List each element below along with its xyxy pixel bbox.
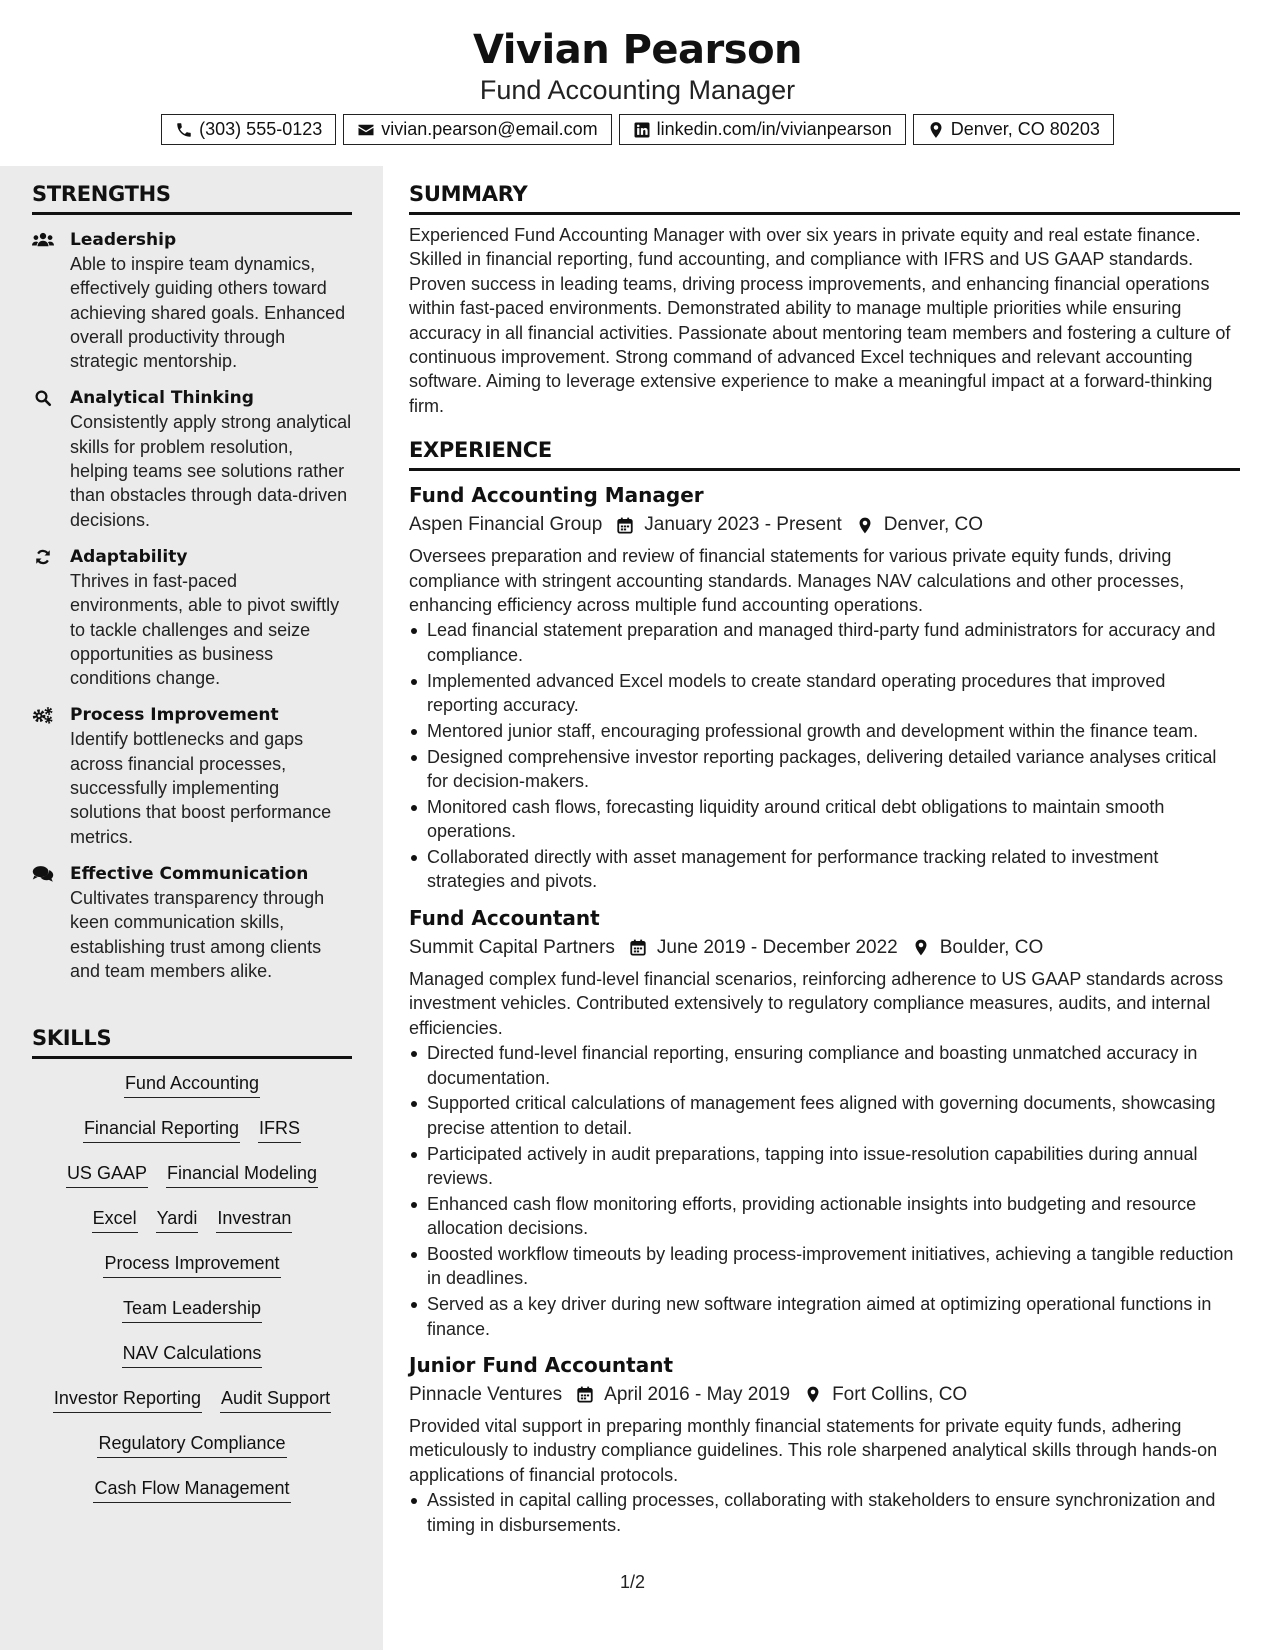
contact-bar — [0, 114, 1275, 145]
job-title: Fund Accountant — [409, 905, 600, 930]
job-company: Pinnacle Ventures — [409, 1383, 563, 1405]
strength-item — [32, 862, 352, 983]
strength-title: Leadership — [70, 230, 177, 250]
refresh-icon — [32, 548, 54, 566]
skill-tag: NAV Calculations — [122, 1341, 263, 1368]
skill-tag: Audit Support — [220, 1386, 331, 1413]
job-dates: April 2016 - May 2019 — [604, 1383, 791, 1405]
bullet-item: Enhanced cash flow monitoring efforts, providing actionable insights into budgeting and resource allocation decisions. — [409, 1192, 1240, 1241]
calendar-icon — [629, 938, 647, 957]
skill-tag: Financial Reporting — [83, 1116, 240, 1143]
bullet-item: Supported critical calculations of management fees aligned with governing documents, showcasing precise attention to detail. — [409, 1091, 1240, 1140]
contact-phone[interactable] — [161, 114, 336, 145]
candidate-title: Fund Accounting Manager — [479, 75, 796, 105]
bullet-item: Directed fund-level financial reporting, ensuring compliance and boasting unmatched accuracy in documentation. — [409, 1041, 1240, 1090]
job-meta — [409, 1381, 1240, 1409]
bullet-item: Designed comprehensive investor reporting packages, delivering detailed variance analyses critical for decision-makers. — [409, 745, 1240, 794]
contact-email[interactable] — [343, 114, 611, 145]
experience-heading: EXPERIENCE — [409, 438, 1240, 471]
strengths-section — [32, 182, 352, 983]
bullet-item: Assisted in capital calling processes, collaborating with stakeholders to ensure synchronization and timing in disbursements. — [409, 1488, 1240, 1537]
skill-tag: Process Improvement — [103, 1251, 280, 1278]
comments-icon — [32, 865, 54, 883]
job-meta — [409, 934, 1240, 962]
phone-text: (303) 555-0123 — [199, 119, 323, 139]
skill-tag: Fund Accounting — [124, 1071, 260, 1098]
gears-icon — [32, 706, 54, 724]
job-company: Summit Capital Partners — [409, 936, 615, 958]
strength-title: Analytical Thinking — [70, 388, 254, 409]
strength-item — [32, 703, 352, 848]
envelope-icon — [357, 121, 375, 139]
strength-desc: Thrives in fast-paced environments, able to pivot swiftly to tackle challenges and seize opportunities as business conditions change. — [70, 570, 340, 689]
sidebar — [0, 166, 383, 1650]
strength-item — [32, 545, 352, 690]
strength-title: Effective Communication — [70, 863, 309, 884]
strength-title: Adaptability — [70, 546, 188, 567]
bullet-item: Served as a key driver during new software integration aimed at optimizing operational functions in finance. — [409, 1292, 1240, 1341]
phone-icon — [175, 121, 193, 139]
map-pin-icon — [927, 121, 945, 139]
search-icon — [32, 389, 54, 407]
linkedin-icon — [633, 121, 651, 139]
skill-tag: Investor Reporting — [53, 1386, 202, 1413]
skills-heading: SKILLS — [32, 1026, 352, 1059]
skill-tag: Team Leadership — [122, 1296, 262, 1323]
contact-location — [913, 114, 1114, 145]
contact-linkedin[interactable] — [619, 114, 906, 145]
map-pin-icon — [804, 1385, 822, 1404]
skill-tag: Regulatory Compliance — [97, 1431, 286, 1458]
skill-tag: IFRS — [258, 1116, 301, 1143]
bullet-item: Collaborated directly with asset management for performance tracking related to investment strategies and pivots. — [409, 845, 1240, 894]
summary-heading: SUMMARY — [409, 182, 1240, 215]
summary-section — [409, 182, 1240, 418]
map-pin-icon — [912, 938, 930, 957]
strength-desc: Cultivates transparency through keen communication skills, establishing trust among clients and team members alike. — [70, 887, 325, 981]
job-entry — [409, 1351, 1240, 1537]
experience-section — [409, 438, 1240, 1537]
resume-header — [0, 0, 1275, 166]
users-icon — [32, 231, 54, 249]
job-bullets — [409, 1041, 1240, 1341]
skills-list — [32, 1071, 352, 1521]
job-description: Oversees preparation and review of financial statements for various private equity funds, driving compliance with stringent accounting standards. Manages NAV calculations and other processes, enhancing efficiency across multiple fund accounting operations. — [409, 546, 1185, 616]
location-text: Denver, CO 80203 — [950, 119, 1100, 139]
bullet-item: Monitored cash flows, forecasting liquidity around critical debt obligations to maintain smooth operations. — [409, 795, 1240, 844]
summary-text: Experienced Fund Accounting Manager with over six years in private equity and real estate finance. Skilled in financial reporting, fund accounting, and compliance with IFRS and US GAAP standards. Proven success in leading teams, driving process improvements, and enhancing financial operations within fast-paced environments. Demonstrated ability to manage multiple priorities while ensuring accuracy in all financial activities. Passionate about mentoring team members and fostering a culture of continuous improvement. Strong command of advanced Excel techniques and relevant accounting software. Aiming to leverage extensive experience to make a meaningful impact at a forward-thinking firm. — [409, 225, 1231, 416]
job-dates: June 2019 - December 2022 — [656, 936, 898, 958]
main-content — [409, 166, 1240, 1538]
job-bullets — [409, 618, 1240, 893]
skill-tag: Investran — [216, 1206, 292, 1233]
bullet-item: Participated actively in audit preparations, tapping into issue-resolution capabilities during annual reviews. — [409, 1142, 1240, 1191]
strength-title: Process Improvement — [70, 705, 279, 726]
job-description: Provided vital support in preparing monthly financial statements for private equity funds, adhering meticulously to industry compliance guidelines. This role sharpened analytical skills through hands-on applications of financial protocols. — [409, 1415, 1218, 1485]
calendar-icon — [576, 1385, 594, 1404]
calendar-icon — [616, 516, 634, 535]
skill-tag: Financial Modeling — [166, 1161, 318, 1188]
job-description: Managed complex fund-level financial scenarios, reinforcing adherence to US GAAP standards across investment vehicles. Contributed extensively to regulatory compliance measures, audits, and internal efficiencies. — [409, 968, 1224, 1038]
skill-tag: Excel — [92, 1206, 138, 1233]
job-location: Denver, CO — [883, 514, 984, 536]
job-entry — [409, 904, 1240, 1341]
skills-section — [32, 1026, 352, 1521]
strength-desc: Consistently apply strong analytical skills for problem resolution, helping teams see solutions rather than obstacles through data-driven decisions. — [70, 412, 352, 530]
job-title: Junior Fund Accountant — [409, 1352, 674, 1377]
job-bullets — [409, 1488, 1240, 1537]
bullet-item: Implemented advanced Excel models to create standard operating procedures that improved reporting accuracy. — [409, 669, 1240, 718]
job-location: Boulder, CO — [939, 936, 1044, 958]
strength-item — [32, 386, 352, 531]
bullet-item: Mentored junior staff, encouraging professional growth and development within the finance team. — [409, 719, 1240, 743]
skill-tag: Cash Flow Management — [93, 1476, 290, 1503]
skill-tag: US GAAP — [66, 1161, 148, 1188]
strengths-heading: STRENGTHS — [32, 182, 352, 215]
candidate-name: Vivian Pearson — [472, 27, 803, 73]
job-location: Fort Collins, CO — [832, 1383, 968, 1405]
job-title: Fund Accounting Manager — [409, 483, 704, 508]
bullet-item: Lead financial statement preparation and managed third-party fund administrators for accuracy and compliance. — [409, 618, 1240, 667]
linkedin-text: linkedin.com/in/vivianpearson — [656, 119, 892, 139]
job-entry — [409, 481, 1240, 894]
page-number: 1/2 — [620, 1572, 646, 1592]
job-meta — [409, 511, 1240, 539]
strength-item — [32, 228, 352, 373]
job-dates: January 2023 - Present — [644, 514, 842, 536]
skill-tag: Yardi — [156, 1206, 199, 1233]
strength-desc: Identify bottlenecks and gaps across financial processes, successfully implementing solutions that boost performance metrics. — [70, 729, 332, 847]
map-pin-icon — [856, 516, 874, 535]
bullet-item: Boosted workflow timeouts by leading process-improvement initiatives, achieving a tangible reduction in deadlines. — [409, 1242, 1240, 1291]
strength-desc: Able to inspire team dynamics, effectively guiding others toward achieving shared goals. Enhanced overall productivity through strategic mentorship. — [70, 254, 346, 372]
email-text: vivian.pearson@email.com — [381, 119, 598, 139]
job-company: Aspen Financial Group — [409, 514, 603, 536]
